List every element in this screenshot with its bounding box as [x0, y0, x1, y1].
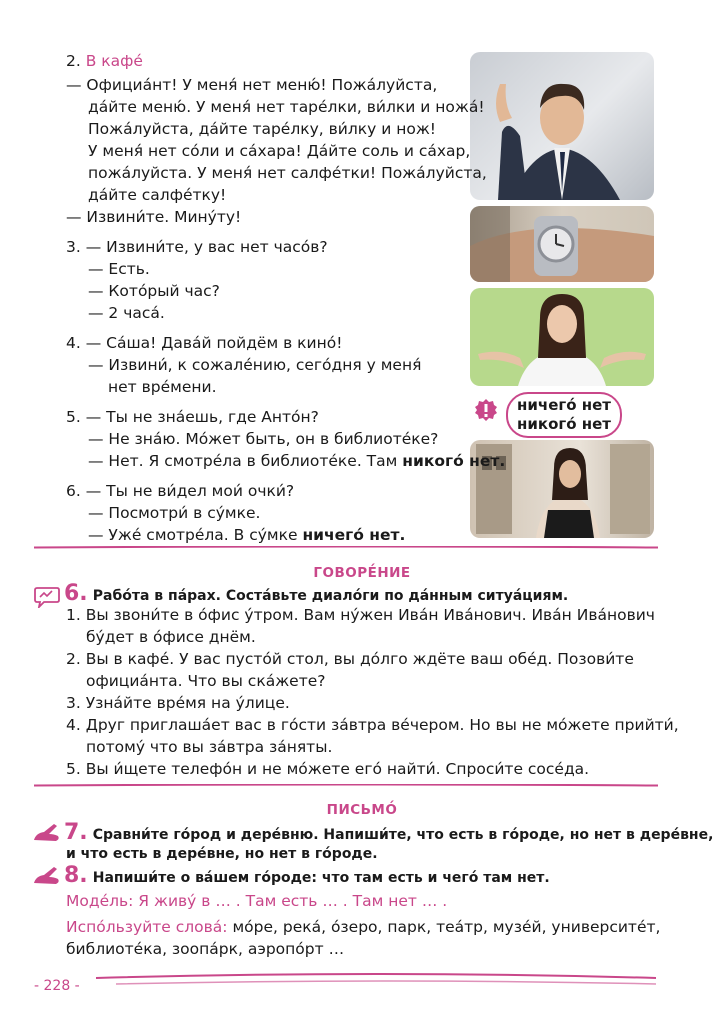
section-heading-speaking: ГОВОРЕ́НИЕ — [313, 565, 411, 581]
dialogue-line: пожа́луйста. У меня́ нет салфе́тки! Пожа́луйста, — [88, 164, 487, 182]
exercise-6-item: 3. Узна́йте вре́мя на у́лице. — [66, 694, 290, 712]
dialogue-line: — Уже́ смотре́ла. В су́мке ничего́ нет. — [88, 526, 406, 544]
page-number: - 228 - — [34, 978, 80, 994]
section-heading-writing: ПИСЬМО́ — [326, 802, 398, 818]
dialogue-2-heading: 2. В кафе́ — [66, 52, 143, 70]
dialogue-line: — Посмотри́ в су́мке. — [88, 504, 261, 522]
exercise-6-item: 4. Друг приглаша́ет вас в го́сти за́втра ве́чером. Но вы не мо́жете прийти́, — [66, 716, 679, 734]
exercise-6-item: 1. Вы звони́те в о́фис у́тром. Вам ну́жен Ива́н Ива́нович. Ива́н Ива́нович — [66, 606, 655, 624]
word-list-cont: библиоте́ка, зоопа́рк, аэропо́рт … — [66, 940, 345, 958]
dialogue-line: да́йте меню́. У меня́ нет таре́лки, ви́лки и ножа́! — [88, 98, 485, 116]
emphasis-nichego-net: ничего́ нет. — [302, 526, 406, 544]
exercise-7-title: 7. Сравни́те го́род и дере́вню. Напиши́те, что есть в го́роде, но нет в дере́вне, — [64, 820, 714, 845]
writing-hand-icon — [32, 866, 62, 886]
section-divider — [34, 784, 658, 787]
dialogue-line: 5. — Ты не зна́ешь, где Анто́н? — [66, 408, 319, 426]
exercise-7-title-cont: и что есть в дере́вне, но нет в го́роде. — [66, 846, 378, 862]
footer-swoosh — [96, 972, 656, 986]
exercise-6-item: официа́нта. Что вы ска́жете? — [86, 672, 326, 690]
model-line — [66, 890, 447, 912]
dialogue-line: 3. — Извини́те, у вас нет часо́в? — [66, 238, 328, 256]
dialogue-line: 4. — Са́ша! Дава́й пойдём в кино́! — [66, 334, 343, 352]
writing-hand-icon — [32, 823, 62, 843]
photo-wristwatch — [470, 206, 654, 282]
dialogue-line: нет вре́мени. — [108, 378, 217, 396]
exercise-6-item: 5. Вы и́щете телефо́н и не мо́жете его́ найти́. Спроси́те сосе́да. — [66, 760, 590, 778]
exercise-6-title: 6. Рабо́та в па́рах. Соста́вьте диало́ги по да́нным ситуа́циям. — [64, 581, 569, 606]
dialogue-line: 6. — Ты не ви́дел мои́ очки́? — [66, 482, 295, 500]
callout-line-1: ничего́ нет — [517, 396, 611, 414]
exercise-8-title: 8. Напиши́те о ва́шем го́роде: что там есть и чего́ там нет. — [64, 863, 550, 888]
section-divider — [34, 546, 658, 549]
exercise-6-item: бу́дет в о́фисе днём. — [86, 628, 256, 646]
photo-woman-shrugging — [470, 288, 654, 386]
dialogue-line: — Официа́нт! У меня́ нет меню́! Пожа́луйста, — [66, 76, 438, 94]
word-list: мо́ре, река́, о́зеро, парк, теа́тр, музе́й, университе́т, — [227, 918, 661, 936]
dialogue-line: — Извини́те. Мину́ту! — [66, 208, 242, 226]
dialogue-line: — Извини́, к сожале́нию, сего́дня у меня́ — [88, 356, 422, 374]
grammar-callout — [506, 392, 622, 438]
photo-man-in-suit — [470, 52, 654, 200]
dialogue-line: У меня́ нет со́ли и са́хара! Да́йте соль и са́хар, — [88, 142, 471, 160]
use-words-label: Испо́льзуйте слова́: — [66, 918, 228, 936]
dialogue-line: — Нет. Я смотре́ла в библиоте́ке. Там никого́ нет. — [88, 452, 506, 470]
model-text: Я живу́ в … . Там есть … . Там нет … . — [133, 892, 448, 910]
speech-bubble-icon — [34, 586, 60, 608]
callout-line-2: никого́ нет — [517, 415, 611, 433]
dialogue-line: да́йте салфе́тку! — [88, 186, 227, 204]
dialogue-line: — Не зна́ю. Мо́жет быть, он в библиоте́ке? — [88, 430, 439, 448]
exercise-6-item: 2. Вы в кафе́. У вас пусто́й стол, вы до́лго ждёте ваш обе́д. Позови́те — [66, 650, 634, 668]
dialogue-2-title: В кафе́ — [85, 52, 143, 70]
dialogue-line: — Есть. — [88, 260, 150, 278]
dialogue-line: Пожа́луйста, да́йте таре́лку, ви́лку и нож! — [88, 120, 437, 138]
emphasis-nikogo-net: никого́ нет. — [402, 452, 506, 470]
exercise-6-item: потому́ что вы за́втра за́няты. — [86, 738, 333, 756]
dialogue-line: — 2 часа́. — [88, 304, 165, 322]
model-label: Моде́ль: — [66, 892, 134, 910]
dialogue-line: — Кото́рый час? — [88, 282, 220, 300]
exclamation-icon — [474, 398, 498, 422]
word-list-line — [66, 916, 660, 938]
